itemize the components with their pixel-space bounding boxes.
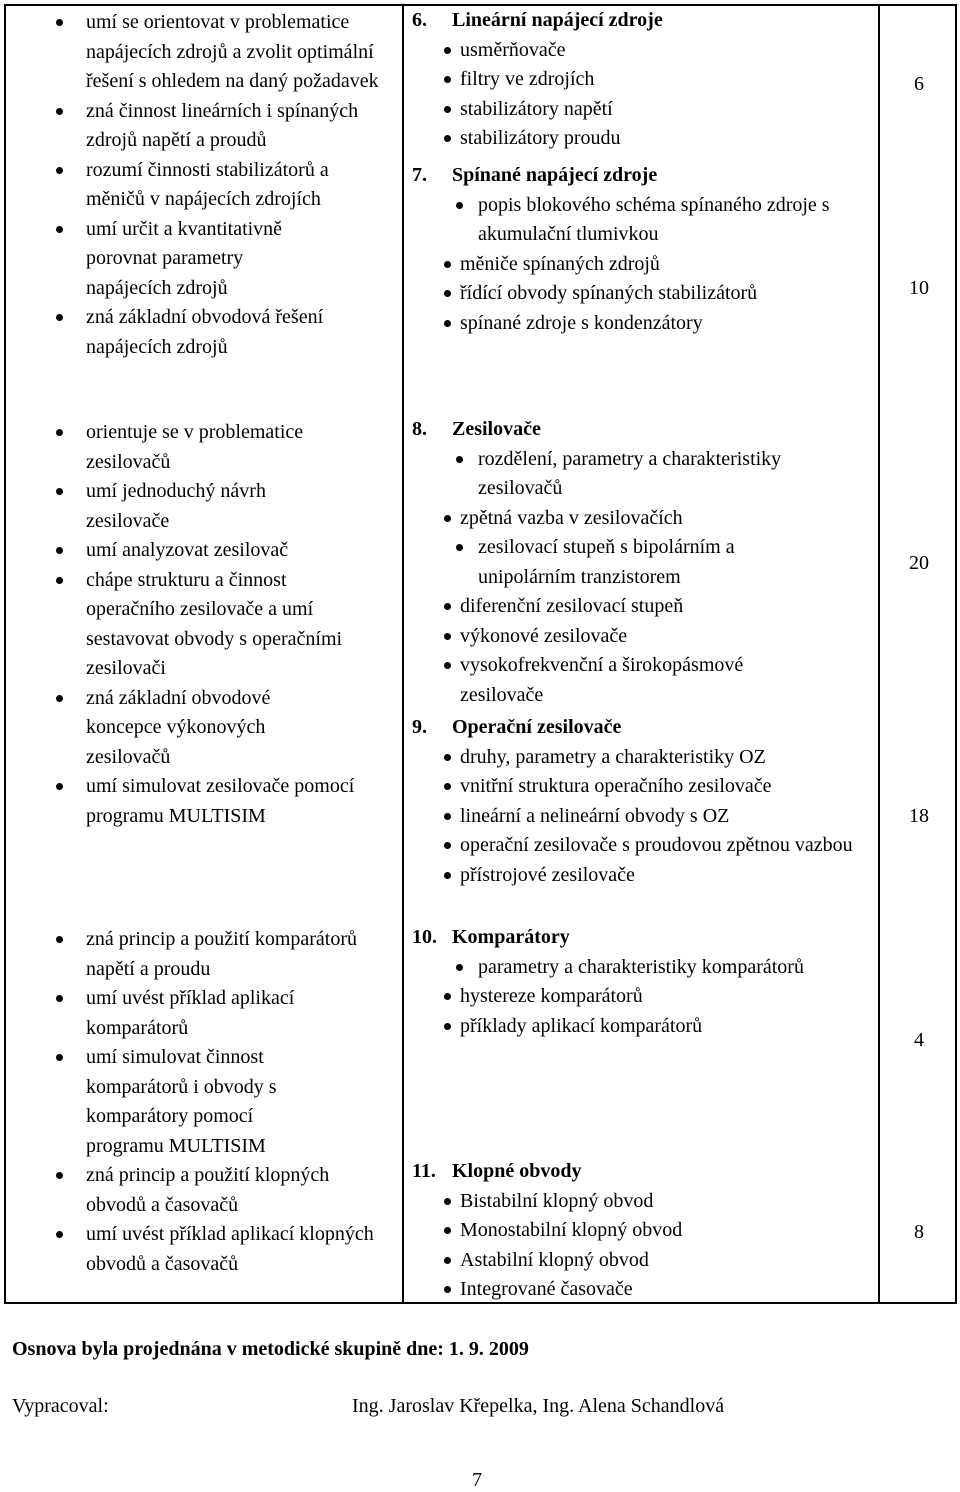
outcomes-group-power (6, 8, 402, 362)
topic-section (408, 161, 878, 338)
column-divider (878, 6, 880, 1302)
topic-item: vysokofrekvenční a širokopásmové zesilovače (408, 651, 820, 710)
hours-value: 6 (914, 73, 924, 95)
topic-item: lineární a nelineární obvody s OZ (408, 802, 878, 832)
topic-item: Integrované časovače (408, 1275, 878, 1305)
author-names: Ing. Jaroslav Křepelka, Ing. Alena Schandlová (352, 1395, 725, 1417)
page-number: 7 (472, 1469, 482, 1491)
topic-item: přístrojové zesilovače (408, 861, 878, 891)
outcome-item: zná činnost lineárních i spínaných zdrojů napětí a proudů (6, 97, 372, 156)
topic-item: měniče spínaných zdrojů (408, 250, 878, 280)
topic-section (408, 923, 878, 1041)
outcome-item: umí uvést příklad aplikací klopných obvodů a časovačů (6, 1220, 382, 1279)
topic-item: hystereze komparátorů (408, 982, 878, 1012)
topic-item: diferenční zesilovací stupeň (408, 592, 878, 622)
outcome-item: zná základní obvodová řešení napájecích zdrojů (6, 303, 382, 362)
topic-item: vnitřní struktura operačního zesilovače (408, 772, 878, 802)
curriculum-table (4, 4, 957, 1304)
topic-item: řídící obvody spínaných stabilizátorů (408, 279, 878, 309)
topic-item: spínané zdroje s kondenzátory (408, 309, 878, 339)
topic-items (408, 445, 878, 711)
outcome-item: umí uvést příklad aplikací komparátorů (6, 984, 352, 1043)
author-label: Vypracoval: (12, 1395, 109, 1417)
hours-value: 18 (909, 805, 929, 827)
topic-item: usměrňovače (408, 36, 878, 66)
outcome-item: zná princip a použití klopných obvodů a časovačů (6, 1161, 392, 1220)
approval-note: Osnova byla projednána v metodické skupině dne: 1. 9. 2009 (12, 1338, 529, 1360)
topic-items (408, 953, 878, 1042)
hours-value: 4 (914, 1029, 924, 1051)
topic-items (408, 743, 878, 891)
topic-item: zpětná vazba v zesilovačích (408, 504, 878, 534)
topic-title: 8. Zesilovače (412, 418, 541, 440)
outcome-item: orientuje se v problematice zesilovačů (6, 418, 362, 477)
column-divider (402, 6, 404, 1302)
topic-section (408, 6, 878, 154)
topic-section (408, 1157, 878, 1305)
topic-item: popis blokového schéma spínaného zdroje s akumulační tlumivkou (408, 191, 838, 250)
topic-section (408, 415, 878, 710)
topic-item: operační zesilovače s proudovou zpětnou vazbou (408, 831, 880, 861)
outcome-item: umí simulovat zesilovače pomocí programu MULTISIM (6, 772, 396, 831)
topic-item: druhy, parametry a charakteristiky OZ (408, 743, 878, 773)
hours-value: 8 (914, 1221, 924, 1243)
topic-items (408, 1187, 878, 1305)
topic-title: 11. Klopné obvody (412, 1160, 582, 1182)
topic-item: parametry a charakteristiky komparátorů (408, 953, 818, 983)
outcome-item: umí jednoduchý návrh zesilovače (6, 477, 312, 536)
outcome-item: rozumí činnosti stabilizátorů a měničů v napájecích zdrojích (6, 156, 392, 215)
outcome-item: umí simulovat činnost komparátorů i obvody s komparátory pomocí programu MULTISIM (6, 1043, 322, 1161)
topic-title: 9. Operační zesilovače (412, 716, 622, 738)
topic-items (408, 36, 878, 154)
hours-value: 10 (909, 277, 929, 299)
topic-item: Bistabilní klopný obvod (408, 1187, 878, 1217)
outcome-item: umí určit a kvantitativně porovnat parametry napájecích zdrojů (6, 215, 302, 304)
outcomes-group-comparators (6, 925, 402, 1279)
topic-item: filtry ve zdrojích (408, 65, 878, 95)
topic-title: 10. Komparátory (412, 926, 570, 948)
outcome-item: zná základní obvodové koncepce výkonových zesilovačů (6, 684, 332, 773)
outcome-item: umí analyzovat zesilovač (6, 536, 362, 566)
topic-section (408, 713, 878, 890)
hours-value: 20 (909, 552, 929, 574)
topic-item: stabilizátory napětí (408, 95, 878, 125)
topic-title: 7. Spínané napájecí zdroje (412, 164, 658, 186)
topic-item: Monostabilní klopný obvod (408, 1216, 878, 1246)
topic-item: stabilizátory proudu (408, 124, 878, 154)
topic-item: příklady aplikací komparátorů (408, 1012, 878, 1042)
outcome-item: chápe strukturu a činnost operačního zesilovače a umí sestavovat obvody s operačními zesilovači (6, 566, 372, 684)
topic-items (408, 191, 878, 339)
outcome-item: umí se orientovat v problematice napájecích zdrojů a zvolit optimální řešení s ohledem na daný požadavek (6, 8, 402, 97)
topic-title: 6. Lineární napájecí zdroje (412, 9, 663, 31)
outcomes-group-amplifiers (6, 418, 402, 831)
outcome-item: zná princip a použití komparátorů napětí a proudu (6, 925, 382, 984)
topic-item: rozdělení, parametry a charakteristiky zesilovačů (408, 445, 868, 504)
topic-item: Astabilní klopný obvod (408, 1246, 878, 1276)
topic-item: zesilovací stupeň s bipolárním a unipolárním tranzistorem (408, 533, 818, 592)
topic-item: výkonové zesilovače (408, 622, 878, 652)
